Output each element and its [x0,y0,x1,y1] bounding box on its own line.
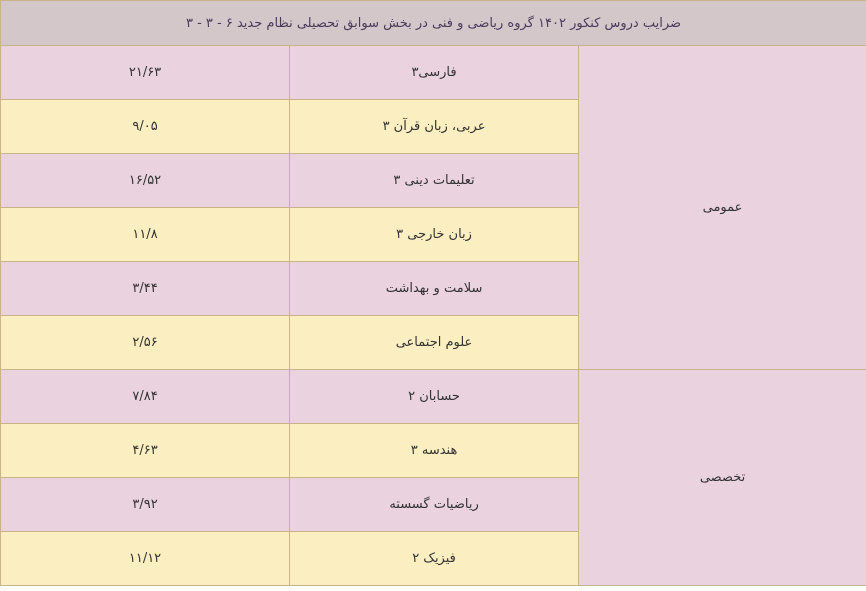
coefficient-cell: ۷/۸۴ [1,370,290,424]
subject-cell: حسابان ۲ [290,370,579,424]
subject-cell: تعلیمات دینی ۳ [290,154,579,208]
coefficient-cell: ۲/۵۶ [1,316,290,370]
group-general: عمومی [579,46,866,370]
subject-cell: هندسه ۳ [290,424,579,478]
coefficient-cell: ۱۱/۸ [1,208,290,262]
coefficient-cell: ۴/۶۳ [1,424,290,478]
subject-cell: علوم اجتماعی [290,316,579,370]
coefficient-cell: ۱۶/۵۲ [1,154,290,208]
subject-cell: زبان خارجی ۳ [290,208,579,262]
table-row [1,370,866,424]
coefficient-cell: ۳/۹۲ [1,478,290,532]
group-specialized: تخصصی [579,370,866,586]
coefficient-cell: ۹/۰۵ [1,100,290,154]
subject-cell: فیزیک ۲ [290,532,579,586]
table-title: ضرایب دروس کنکور ۱۴۰۲ گروه ریاضی و فنی در بخش سوابق تحصیلی نظام جدید ۶ - ۳ - ۳ [1,1,866,46]
coefficient-cell: ۲۱/۶۳ [1,46,290,100]
subject-cell: ریاضیات گسسته [290,478,579,532]
coefficient-cell: ۳/۴۴ [1,262,290,316]
subject-cell: سلامت و بهداشت [290,262,579,316]
subject-cell: عربی، زبان قرآن ۳ [290,100,579,154]
table-row [1,46,866,100]
coefficient-cell: ۱۱/۱۲ [1,532,290,586]
subject-cell: فارسی۳ [290,46,579,100]
